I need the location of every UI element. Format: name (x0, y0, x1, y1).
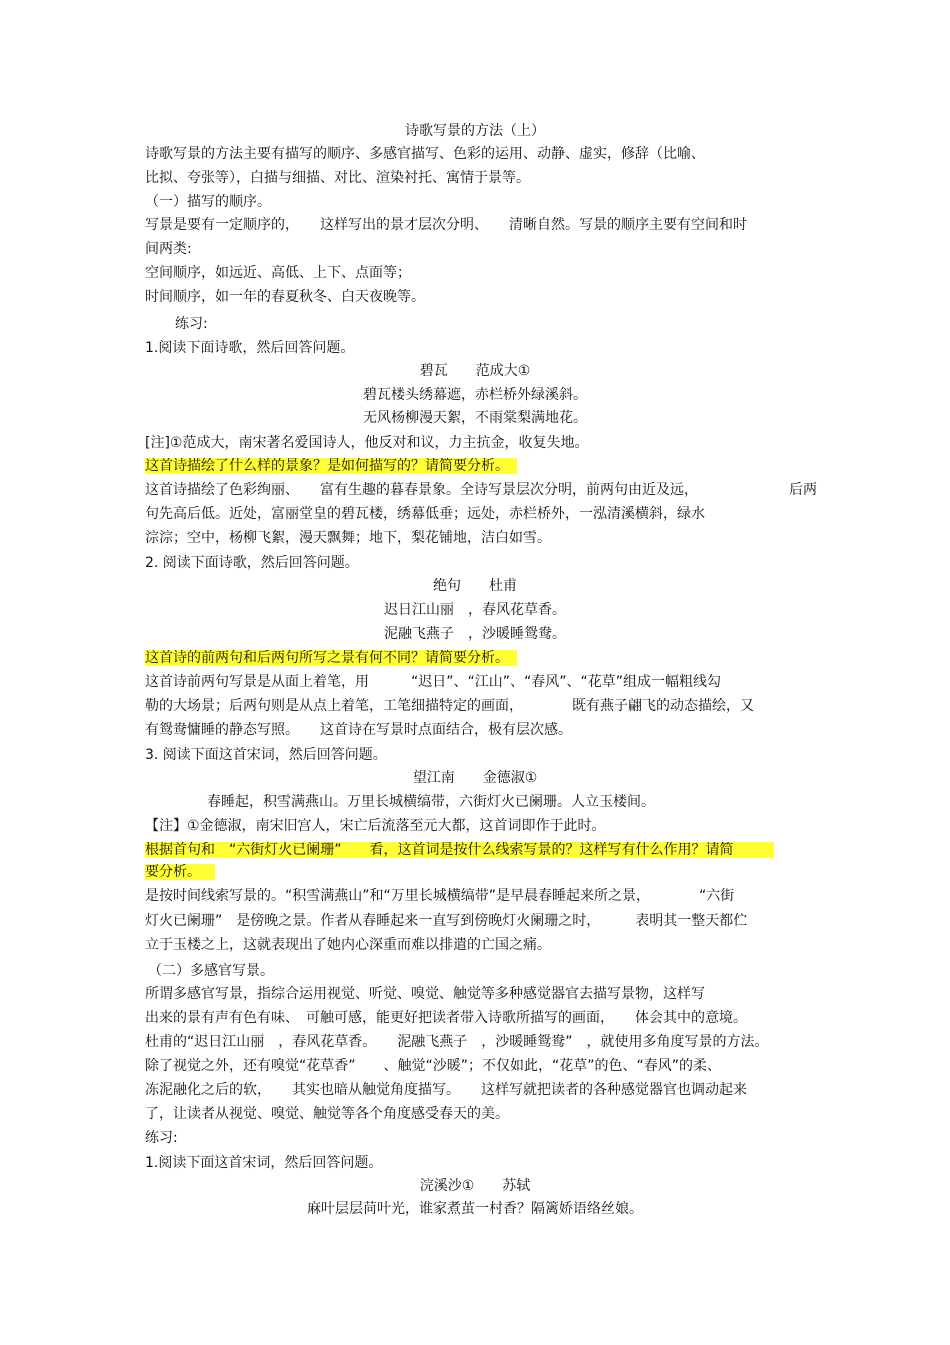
section2-body-6: 了，让读者从视觉、嗅觉、触觉等各个角度感受春天的美。 (145, 1106, 509, 1122)
q3-question-2: 要分析。 (145, 864, 215, 880)
section2-body-5: 冻泥融化之后的软， 其实也暗从触觉角度描写。 这样写就把读者的各种感觉器官也调动起来 (145, 1082, 747, 1098)
section1-body-2: 间两类: (145, 241, 192, 257)
q3-poem-line: 春睡起，积雪满燕山。万里长城横缟带，六街灯火已阑珊。人立玉楼间。 (207, 794, 655, 810)
q2-prompt: 2. 阅读下面诗歌，然后回答问题。 (145, 555, 359, 571)
q1-answer-3: 淙淙；空中，杨柳飞絮，漫天飘舞；地下，梨花铺地，洁白如雪。 (145, 530, 551, 546)
q1-poem-line-1: 碧瓦楼头绣幕遮，赤栏桥外绿溪斜。 (363, 387, 587, 403)
q1-note: [注]①范成大，南宋著名爱国诗人，他反对和议，力主抗金，收复失地。 (145, 435, 589, 451)
q3-answer-3: 立于玉楼之上，这就表现出了她内心深重而难以排遣的亡国之痛。 (145, 937, 551, 953)
q1-answer-1: 这首诗描绘了色彩绚丽、 富有生趣的暮春景象。全诗写景层次分明，前两句由近及远， 后两 (145, 482, 817, 498)
q3-prompt: 3. 阅读下面这首宋词，然后回答问题。 (145, 747, 387, 763)
q3-question-highlight-1 (145, 840, 774, 860)
q2-poem-title: 绝句 杜甫 (433, 578, 517, 594)
intro-line-2: 比拟、夸张等），白描与细描、对比、渲染衬托、寓情于景等。 (145, 170, 530, 186)
section1-body-1: 写景是要有一定顺序的， 这样写出的景才层次分明、 清晰自然。写景的顺序主要有空间和时 (145, 217, 747, 233)
practice-label-2: 练习: (145, 1130, 178, 1146)
q2-answer-1: 这首诗前两句写景是从面上着笔，用 “迟日”、“江山”、“春风”、“花草”组成一幅粗线勾 (145, 674, 722, 690)
doc-title: 诗歌写景的方法（上） (405, 123, 545, 139)
section1-body-3: 空间顺序，如远近、高低、上下、点面等； (145, 265, 411, 281)
q3-answer-2: 灯火已阑珊” 是傍晚之景。作者从春睡起来一直写到傍晚灯火阑珊之时， 表明其一整天都伫 (145, 913, 748, 929)
section2-body-1: 所谓多感官写景，指综合运用视觉、听觉、嗅觉、触觉等多种感觉器官去描写景物，这样写 (145, 986, 705, 1002)
q2-poem-line-1: 迟日江山丽 ，春风花草香。 (384, 602, 566, 618)
s2-q1-poem-title: 浣溪沙① 苏轼 (419, 1178, 531, 1194)
q2-answer-3: 有鸳鸯慵睡的静态写照。 这首诗在写景时点面结合，极有层次感。 (145, 722, 572, 738)
q2-answer-2: 勒的大场景；后两句则是从点上着笔，工笔细描特定的画面， 既有燕子翩飞的动态描绘，又 (145, 698, 754, 714)
q3-note: 【注】①金德淑，南宋旧宫人，宋亡后流落至元大都，这首词即作于此时。 (145, 818, 606, 834)
s2-q1-poem-line: 麻叶层层苘叶光，谁家煮茧一村香？隔篱娇语络丝娘。 (307, 1201, 643, 1217)
section1-body-4: 时间顺序，如一年的春夏秋冬、白天夜晚等。 (145, 289, 425, 305)
section2-heading: （二）多感官写景。 (148, 963, 274, 979)
intro-line-1: 诗歌写景的方法主要有描写的顺序、多感官描写、色彩的运用、动静、虚实，修辞（比喻、 (145, 146, 705, 162)
q1-poem-title: 碧瓦 范成大① (419, 363, 531, 379)
section1-heading: （一）描写的顺序。 (145, 194, 271, 210)
q2-question: 这首诗的前两句和后两句所写之景有何不同？请简要分析。 (145, 650, 517, 666)
q3-question-1: 根据首句和 “六街灯火已阑珊” 看，这首词是按什么线索写景的？这样写有什么作用？请简 (145, 842, 774, 858)
section2-body-4: 除了视觉之外，还有嗅觉“花草香” 、触觉“沙暖”；不仅如此，“花草”的色、“春风”的柔、 (145, 1058, 722, 1074)
q3-question-highlight-2 (145, 862, 215, 882)
q1-answer-2: 句先高后低。近处，富丽堂皇的碧瓦楼，绣幕低垂；远处，赤栏桥外，一泓清溪横斜，绿水 (145, 506, 705, 522)
q2-question-highlight (145, 648, 517, 668)
q2-poem-line-2: 泥融飞燕子 ，沙暖睡鸳鸯。 (384, 626, 566, 642)
s2-q1-prompt: 1.阅读下面这首宋词，然后回答问题。 (145, 1155, 383, 1171)
q1-poem-line-2: 无风杨柳漫天絮，不雨棠梨满地花。 (363, 410, 587, 426)
q3-poem-title: 望江南 金德淑① (412, 770, 538, 786)
practice-label-1: 练习: (175, 316, 208, 332)
q1-question-highlight (145, 456, 517, 476)
q1-prompt: 1.阅读下面诗歌，然后回答问题。 (145, 340, 355, 356)
q1-question: 这首诗描绘了什么样的景象？是如何描写的？请简要分析。 (145, 458, 517, 474)
section2-body-2: 出来的景有声有色有味、 可触可感，能更好把读者带入诗歌所描写的画面， 体会其中的意境。 (145, 1010, 747, 1026)
section2-body-3: 杜甫的“迟日江山丽 ，春风花草香。 泥融飞燕子 ，沙暖睡鸳鸯” ，就使用多角度写景的方法。 (145, 1034, 769, 1050)
q3-answer-1: 是按时间线索写景的。“积雪满燕山”和“万里长城横缟带”是早晨春睡起来所之景， “六街 (145, 888, 735, 904)
